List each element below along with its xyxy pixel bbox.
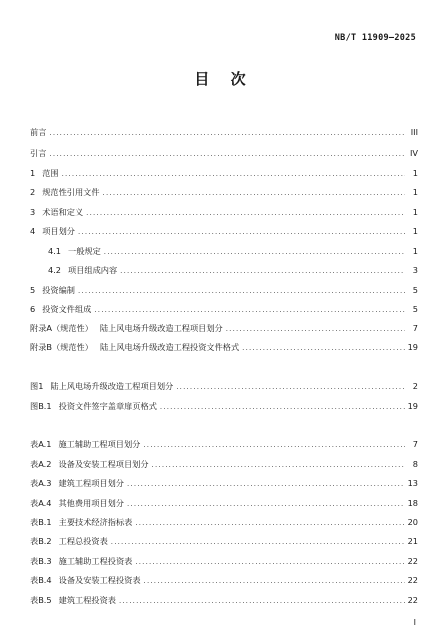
toc-page-number: 2 (412, 381, 418, 391)
leader-dots (120, 265, 405, 277)
leader-dots (144, 575, 405, 587)
toc-entry[interactable] (30, 574, 418, 586)
leader-dots (94, 304, 405, 316)
toc-page-number: 1 (412, 207, 418, 217)
toc-entry-number: 表B.2 (30, 536, 52, 546)
toc-entry-number: 图1 (30, 381, 44, 391)
leader-dots (49, 148, 405, 160)
leader-dots (86, 207, 405, 219)
toc-entry-number: 表B.5 (30, 595, 52, 605)
toc-page-number: 22 (407, 595, 418, 605)
toc-page-number: 1 (412, 246, 418, 256)
toc-entry-number: 4.1 (48, 246, 62, 256)
leader-dots (135, 556, 404, 568)
toc-entry-number: 5 (30, 285, 36, 295)
toc-page-number: 13 (407, 478, 418, 488)
toc-page-number: 1 (412, 168, 418, 178)
toc-entry[interactable] (30, 126, 418, 138)
toc-entry-number: 表B.4 (30, 575, 52, 585)
leader-dots (152, 459, 405, 471)
toc-entry-text: 陆上风电场升级改造工程项目划分 (50, 381, 174, 391)
toc-entry-number: 4.2 (48, 265, 62, 275)
toc-page-number: 21 (407, 536, 418, 546)
toc-entry[interactable] (30, 555, 418, 567)
toc-entry[interactable] (30, 516, 418, 528)
leader-dots (103, 187, 405, 199)
toc-entry-text: 设备及安装工程投资表 (58, 575, 141, 585)
toc-entry[interactable] (30, 147, 418, 159)
leader-dots (176, 381, 405, 393)
toc-entry-text: 施工辅助工程投资表 (58, 556, 133, 566)
toc-entry[interactable] (48, 245, 418, 257)
toc-entry-number: 表A.3 (30, 478, 52, 488)
toc-entry-number: 表A.2 (30, 459, 52, 469)
leader-dots (127, 498, 405, 510)
toc-entry[interactable] (30, 535, 418, 547)
toc-entry-text: 其他费用项目划分 (58, 498, 124, 508)
standard-code: NB/T 11909—2025 (334, 33, 416, 43)
toc-page-number: 5 (412, 285, 418, 295)
toc-entry-number: 附录B（规范性） (30, 342, 93, 352)
toc-entry-text: 建筑工程投资表 (58, 595, 116, 605)
toc-entry-number: 表B.1 (30, 517, 52, 527)
toc-page-number: 22 (407, 575, 418, 585)
toc-entry-text: 术语和定义 (42, 207, 84, 217)
toc-entry[interactable] (30, 284, 418, 296)
toc-entry-text: 一般规定 (68, 246, 101, 256)
toc-entry[interactable] (30, 438, 418, 450)
toc-entry[interactable] (30, 167, 418, 179)
toc-page-number: 7 (412, 323, 418, 333)
leader-dots (78, 226, 405, 238)
toc-page-number: 8 (412, 459, 418, 469)
toc-page-number: 22 (407, 556, 418, 566)
toc-page-number: 3 (412, 265, 418, 275)
toc-entry-number: 2 (30, 187, 36, 197)
toc-entry-text: 前言 (30, 127, 47, 137)
leader-dots (104, 246, 405, 258)
toc-entry-text: 陆上风电场升级改造工程项目划分 (99, 323, 223, 333)
leader-dots (78, 285, 405, 297)
toc-entry[interactable] (30, 594, 418, 606)
toc-page-number: III (410, 127, 418, 137)
toc-page-number: 19 (407, 401, 418, 411)
toc-entry-text: 引言 (30, 148, 47, 158)
toc-entry[interactable] (30, 225, 418, 237)
toc-entry[interactable] (48, 264, 418, 276)
page-title: 目 次 (194, 70, 254, 88)
leader-dots (242, 342, 404, 354)
toc-entry-text: 项目组成内容 (68, 265, 118, 275)
toc-page-number: 1 (412, 226, 418, 236)
toc-entry-number: 附录A（规范性） (30, 323, 93, 333)
leader-dots (135, 517, 404, 529)
toc-page-number: 18 (407, 498, 418, 508)
toc-entry-text: 投资文件签字盖章扉页格式 (58, 401, 157, 411)
toc-entry[interactable] (30, 458, 418, 470)
toc-entry-text: 工程总投资表 (58, 536, 108, 546)
toc-entry-text: 陆上风电场升级改造工程投资文件格式 (99, 342, 240, 352)
toc-entry[interactable] (30, 186, 418, 198)
toc-entry-number: 4 (30, 226, 36, 236)
toc-page-number: 7 (412, 439, 418, 449)
toc-entry-number: 6 (30, 304, 36, 314)
toc-entry-text: 设备及安装工程项目划分 (58, 459, 149, 469)
toc-page-number: IV (409, 148, 418, 158)
toc-entry[interactable] (30, 206, 418, 218)
toc-entry-number: 1 (30, 168, 36, 178)
toc-entry-number: 表A.1 (30, 439, 52, 449)
toc-entry[interactable] (30, 322, 418, 334)
leader-dots (143, 439, 405, 451)
leader-dots (119, 595, 405, 607)
toc-entry[interactable] (30, 341, 418, 353)
toc-entry-text: 投资文件组成 (42, 304, 92, 314)
toc-entry-text: 施工辅助工程项目划分 (58, 439, 141, 449)
toc-entry[interactable] (30, 400, 418, 412)
toc-page-number: 5 (412, 304, 418, 314)
toc-page-number: 19 (407, 342, 418, 352)
leader-dots (49, 127, 405, 139)
toc-page-number: 20 (407, 517, 418, 527)
page-folio: I (413, 618, 416, 627)
toc-page-number: 1 (412, 187, 418, 197)
leader-dots (226, 323, 405, 335)
toc-entry[interactable] (30, 380, 418, 392)
toc-entry[interactable] (30, 497, 418, 509)
toc-entry-text: 主要技术经济指标表 (58, 517, 133, 527)
toc-entry-text: 建筑工程项目划分 (58, 478, 124, 488)
toc-entry-text: 项目划分 (42, 226, 75, 236)
toc-entry-number: 表A.4 (30, 498, 52, 508)
toc-entry-number: 3 (30, 207, 36, 217)
toc-entry-number: 图B.1 (30, 401, 52, 411)
toc-entry-text: 规范性引用文件 (42, 187, 100, 197)
leader-dots (160, 401, 405, 413)
toc-entry-number: 表B.3 (30, 556, 52, 566)
leader-dots (62, 168, 405, 180)
toc-entry-text: 范围 (42, 168, 59, 178)
leader-dots (127, 478, 405, 490)
toc-entry-text: 投资编制 (42, 285, 75, 295)
leader-dots (111, 536, 405, 548)
toc-entry[interactable] (30, 303, 418, 315)
toc-entry[interactable] (30, 477, 418, 489)
